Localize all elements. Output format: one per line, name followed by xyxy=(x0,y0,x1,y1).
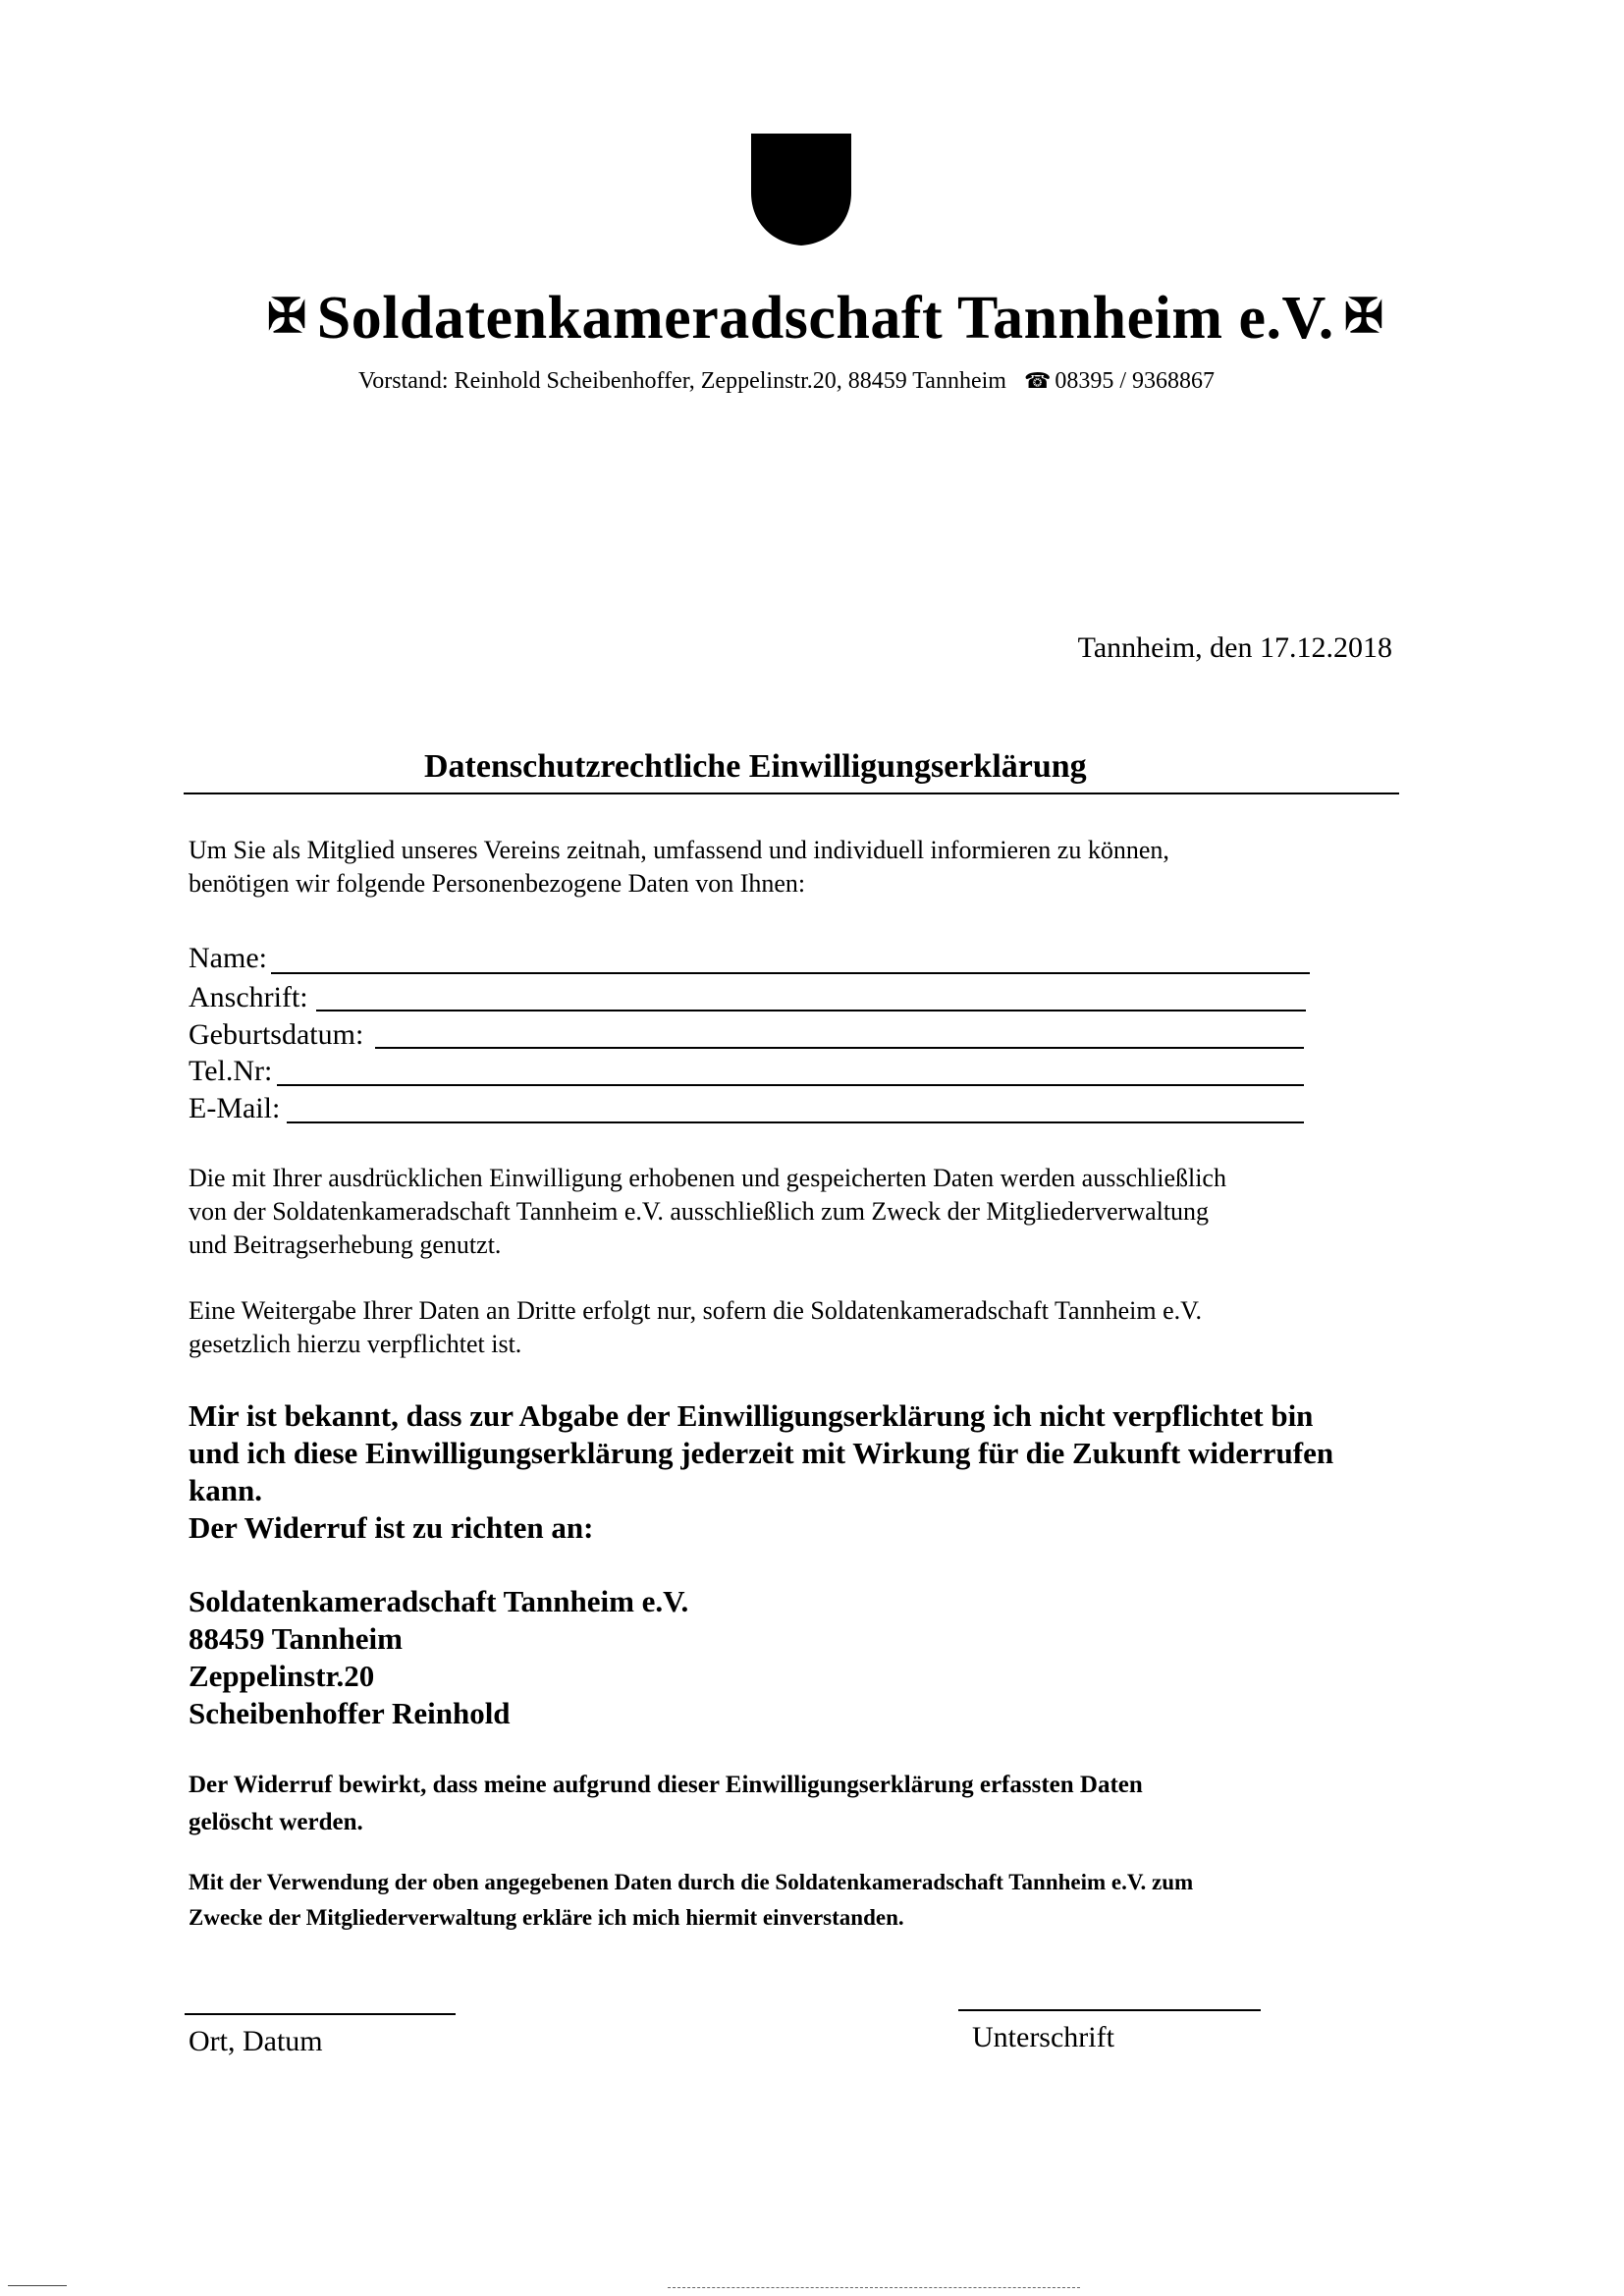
email-field-label: E-Mail: xyxy=(189,1092,281,1124)
telephone-icon: ☎ xyxy=(1023,368,1052,393)
notice-line: Der Widerruf ist zu richten an: xyxy=(189,1510,594,1545)
place-date-line: Tannheim, den 17.12.2018 xyxy=(1077,631,1392,664)
address-line: Zeppelinstr.20 xyxy=(189,1659,375,1693)
signature-label: Unterschrift xyxy=(972,2021,1114,2053)
birthdate-field-label: Geburtsdatum: xyxy=(189,1018,364,1051)
email-field[interactable] xyxy=(287,1121,1304,1123)
board-contact-line xyxy=(358,368,1215,395)
scan-edge-mark xyxy=(8,2285,67,2286)
place-date-signature-line[interactable] xyxy=(185,2013,456,2015)
usage-line: und Beitragserhebung genutzt. xyxy=(189,1230,502,1259)
place-date-label: Ort, Datum xyxy=(189,2025,323,2057)
iron-cross-icon: ✠ xyxy=(267,291,307,343)
coat-of-arms-logo xyxy=(749,132,853,247)
title-divider xyxy=(184,793,1399,794)
revocation-notice xyxy=(189,1397,1333,1547)
revocation-line: Der Widerruf bewirkt, dass meine aufgrund dieser Einwilligungserklärung erfassten Daten xyxy=(189,1772,1143,1798)
intro-paragraph xyxy=(189,834,1169,901)
birthdate-field[interactable] xyxy=(375,1047,1304,1049)
form-title: Datenschutzrechtliche Einwilligungserklärung xyxy=(424,748,1087,785)
address-line: Scheibenhoffer Reinhold xyxy=(189,1696,511,1730)
phone-field[interactable] xyxy=(277,1084,1304,1086)
usage-line: von der Soldatenkameradschaft Tannheim e.V. ausschließlich zum Zweck der Mitgliederverwaltung xyxy=(189,1197,1210,1226)
board-info: Vorstand: Reinhold Scheibenhoffer, Zeppelinstr.20, 88459 Tannheim xyxy=(358,368,1006,394)
disclosure-line: gesetzlich hierzu verpflichtet ist. xyxy=(189,1330,522,1358)
name-field[interactable] xyxy=(271,972,1310,974)
address-line: 88459 Tannheim xyxy=(189,1621,403,1656)
data-disclosure-paragraph xyxy=(189,1294,1202,1361)
organization-name: Soldatenkameradschaft Tannheim e.V. xyxy=(316,285,1334,352)
phone-field-label: Tel.Nr: xyxy=(189,1055,273,1087)
revocation-effect-paragraph xyxy=(189,1767,1143,1841)
notice-line: Mir ist bekannt, dass zur Abgabe der Einwilligungserklärung ich nicht verpflichtet bin xyxy=(189,1398,1314,1433)
consent-line: Mit der Verwendung der oben angegebenen Daten durch die Soldatenkameradschaft Tannheim e.V. zum xyxy=(189,1870,1194,1894)
revocation-line: gelöscht werden. xyxy=(189,1809,363,1835)
consent-statement xyxy=(189,1865,1193,1936)
iron-cross-icon: ✠ xyxy=(1343,291,1384,343)
address-field[interactable] xyxy=(316,1010,1306,1011)
signature-line[interactable] xyxy=(958,2009,1261,2011)
intro-line: benötigen wir folgende Personenbezogene Daten von Ihnen: xyxy=(189,869,806,898)
scan-dashed-mark xyxy=(668,2287,1080,2288)
address-line: Soldatenkameradschaft Tannheim e.V. xyxy=(189,1584,689,1618)
address-field-label: Anschrift: xyxy=(189,981,308,1013)
notice-line: und ich diese Einwilligungserklärung jederzeit mit Wirkung für die Zukunft widerrufen xyxy=(189,1436,1334,1470)
organization-header xyxy=(257,284,1394,354)
phone-number: 08395 / 9368867 xyxy=(1055,368,1216,394)
intro-line: Um Sie als Mitglied unseres Vereins zeitnah, umfassend und individuell informieren zu können, xyxy=(189,836,1169,864)
usage-line: Die mit Ihrer ausdrücklichen Einwilligung erhobenen und gespeicherten Daten werden ausschließlich xyxy=(189,1164,1226,1192)
data-usage-paragraph xyxy=(189,1162,1226,1262)
revocation-address xyxy=(189,1583,688,1732)
consent-line: Zwecke der Mitgliederverwaltung erkläre ich mich hiermit einverstanden. xyxy=(189,1905,904,1930)
notice-line: kann. xyxy=(189,1473,262,1507)
name-field-label: Name: xyxy=(189,942,267,974)
disclosure-line: Eine Weitergabe Ihrer Daten an Dritte erfolgt nur, sofern die Soldatenkameradschaft Tannheim e.V. xyxy=(189,1296,1203,1325)
